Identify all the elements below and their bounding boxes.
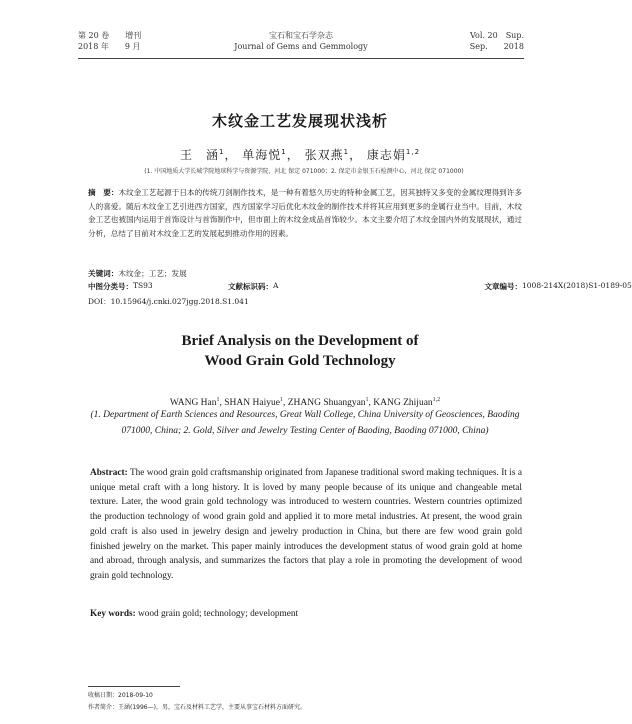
keywords-en [90,609,522,619]
clc-number: 中图分类号： TS93 [88,281,153,291]
volume-info-en [470,30,524,52]
author-zh: 康志娟$^{1,2}$ [366,148,421,162]
author-zh: 张双燕$^1$ [304,148,350,162]
abstract-en [90,466,522,584]
journal-name-zh: 宝石和宝石学杂志 [269,31,333,40]
author-list-zh: 王 涵$^1$， 单海悦$^1$， 张双燕$^1$， 康志娟$^{1,2}$ [179,148,421,162]
abstract-label-en: Abstract: [90,468,128,478]
title-line-1: Brief Analysis on the Development of [181,333,419,349]
keywords-label-zh: 关键词： [88,269,119,278]
volume-issue-en: Vol. 20 Sup. [470,31,524,40]
paper-title-zh: 木纹金工艺发展现状浅析 [211,112,388,130]
author-en: SHAN Haiyue$^1$ [224,397,283,409]
article-number: 文章编号： 1008-214X(2018)S1-0189-05 [484,281,632,291]
footnote-rule [88,686,180,687]
volume-issue: 第 20 卷 增刊 [78,31,142,40]
journal-name [78,30,524,52]
paper-title-en [0,331,600,371]
abstract-label-zh: 摘 要： [88,188,119,197]
author-bio: 作者简介：王涵(1996—)，男，宝石及材料工艺学，主要从事宝石材料方面研究。 [88,704,306,711]
document-code: 文献标识码： A [228,281,279,291]
header-rule [78,58,524,59]
author-en: ZHANG Shuangyan$^1$ [287,397,369,409]
keywords-label-en: Key words: [90,609,136,619]
journal-name-en: Journal of Gems and Gemmology [234,42,368,51]
footnote [88,690,522,714]
affiliation-zh: (1. 中国地质大学长城学院地球科学与资源学院，河北 保定 071000；2. 保定市金银玉石检测中心，河北 保定 071000) [144,168,464,175]
author-en: KANG Zhijuan$^{1,2}$ [373,397,441,409]
doi: DOI：10.15964/j.cnki.027jgg.2018.S1.041 [88,297,249,306]
abstract-text-en: The wood grain gold craftsmanship originated from Japanese traditional sword making techniques. It is a unique metal craft with a long history. It is loved by many people because of its unique and changeable metal texture. Later, the wood grain gold technology was introduced to western countries. Western countries optimized the production technology of wood grain gold and applied it to more metal industries. At present, the wood grain gold craft is also used in jewelry design and jewelry production in China, but there are few wood grain gold finished jewelry on the market. This paper mainly introduces the development status of wood grain gold at home and abroad, through analysis, and summarizes the factors that play a role in promoting the development of wood grain gold technology. [90,468,522,581]
received-date: 收稿日期：2018-09-10 [88,692,153,699]
keywords-zh [88,268,522,279]
author-list-en: WANG Han$^1$, SHAN Haiyue$^1$, ZHANG Shuangyan$^1$, KANG Zhijuan$^{1,2}$ [169,397,441,409]
abstract-text-zh: 木纹金工艺起源于日本的传统刀剑制作技术，是一种有着悠久历史的特种金属工艺，因其独特又多变的金属纹理得到许多人的喜爱。随后木纹金工艺引进西方国家，西方国家学习后优化木纹金的制作技术并将其应用到更多的金属行业当中。目前，木纹金工艺也被国内运用于首饰设计与首饰制作中，但市面上的木纹金成品首饰较少。本文主要介绍了木纹金国内外的发展现状，通过分析，总结了目前对木纹金工艺的发展起到推动作用的因素。 [88,188,523,238]
keywords-text-en: wood grain gold; technology; development [138,609,299,619]
author-zh: 单海悦$^1$ [242,148,287,162]
keywords-text-zh: 木纹金；工艺；发展 [118,269,187,278]
author-zh: 王 涵$^1$ [179,148,225,162]
author-en: WANG Han$^1$ [169,397,220,409]
affiliation-en: (1. Department of Earth Sciences and Resources, Great Wall College, China University of Geosciences, Baoding 071000, China; 2. Gold, Silver and Jewelry Testing Center of Baoding, Baoding 071000, China) [90,410,520,436]
abstract-zh [88,186,522,240]
month-year-en: Sep. 2018 [469,42,524,51]
title-line-2: Wood Grain Gold Technology [204,353,396,369]
running-header [78,30,524,58]
year-month: 2018 年 9 月 [78,42,141,51]
